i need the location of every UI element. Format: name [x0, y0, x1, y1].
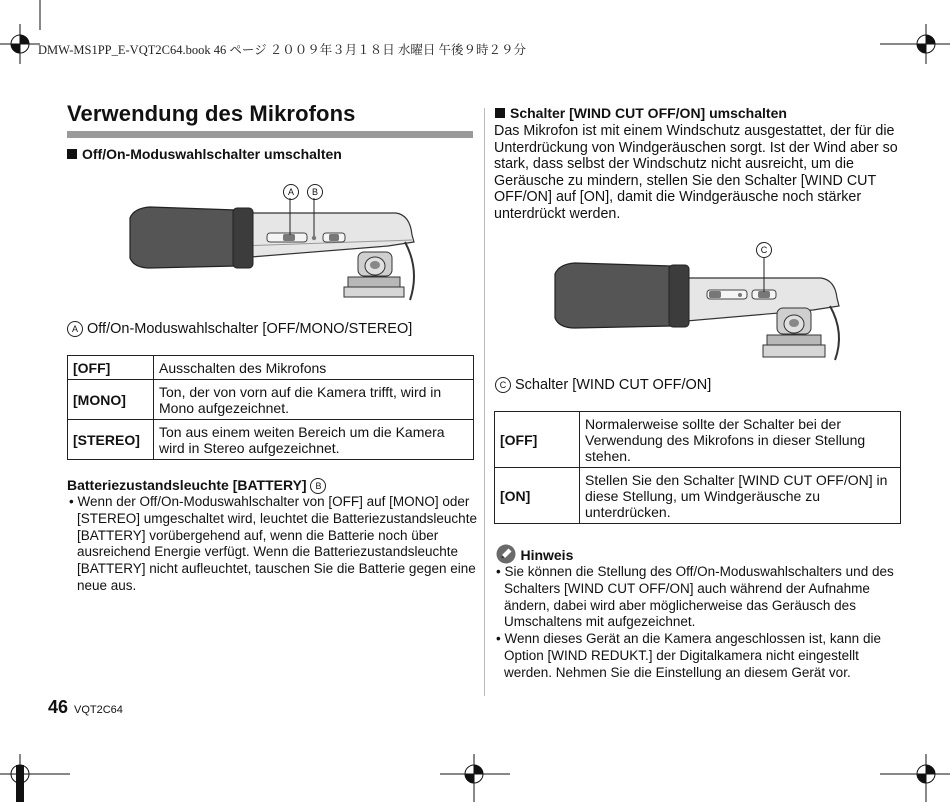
caption-mode-switch: A Off/On-Moduswahlschalter [OFF/MONO/STEREO] — [67, 321, 412, 337]
document-code: VQT2C64 — [74, 704, 123, 716]
table-row — [68, 356, 474, 380]
table-cell-key: [MONO] — [68, 380, 154, 420]
marker-b: B — [307, 183, 327, 201]
table-row — [68, 420, 474, 460]
note-list — [494, 564, 906, 682]
table-row — [495, 412, 901, 468]
battery-heading: Batteriezustandsleuchte [BATTERY] B — [67, 477, 330, 494]
microphone-illustration-wind-cut — [545, 238, 855, 363]
wind-cut-intro: Das Mikrofon ist mit einem Windschutz ausgestattet, der für die Unterdrückung von Windgeräuschen sorgt. Ist der Wind aber so stark, dass selbst der Windschutz nicht ausreicht, um die Geräusche zu mindern, stellen Sie den Schalter [WIND CUT OFF/ON] auf [ON], damit die Windgeräusche noch stärker unterdrückt werden. — [494, 123, 898, 222]
note-heading-block — [496, 544, 573, 565]
list-item: • Wenn dieses Gerät an die Kamera angeschlossen ist, kann die Option [WIND REDUKT.] der Digitalkamera nicht eingestellt werden. Nehmen Sie die Einstellung an diesem Gerät vor. — [496, 631, 881, 680]
table-cell-value: Stellen Sie den Schalter [WIND CUT OFF/ON] in diese Stellung, um Windgeräusche zu unterdrücken. — [580, 468, 901, 524]
table-cell-key: [ON] — [495, 468, 580, 524]
caption-wind-cut: C Schalter [WIND CUT OFF/ON] — [495, 377, 711, 393]
table-cell-key: [OFF] — [495, 412, 580, 468]
table-cell-key: [OFF] — [68, 356, 154, 380]
square-bullet-icon — [67, 149, 77, 159]
list-item: • Sie können die Stellung des Off/On-Moduswahlschalters und des Schalters [WIND CUT OFF/ON] auch während der Aufnahme ändern, dabei wird aber möglicherweise das Geräusch des Umschaltens mit aufgezeichnet. — [496, 564, 894, 630]
section-heading-wind-cut: Schalter [WIND CUT OFF/ON] umschalten — [495, 105, 787, 121]
table-cell-value: Normalerweise sollte der Schalter bei der Verwendung des Mikrofons in dieser Stellung stehen. — [580, 412, 901, 468]
table-row — [495, 468, 901, 524]
page-title: Verwendung des Mikrofons — [67, 101, 356, 126]
section-heading-mode-switch: Off/On-Moduswahlschalter umschalten — [67, 146, 342, 162]
table-cell-key: [STEREO] — [68, 420, 154, 460]
table-cell-value: Ton aus einem weiten Bereich um die Kamera wird in Stereo aufgezeichnet. — [154, 420, 474, 460]
table-cell-value: Ton, der von vorn auf die Kamera trifft, wird in Mono aufgezeichnet. — [154, 380, 474, 420]
mode-switch-table — [67, 355, 474, 460]
wind-cut-table — [494, 411, 901, 524]
battery-description — [67, 494, 479, 595]
marker-a: A — [283, 183, 303, 201]
list-item: • Wenn der Off/On-Moduswahlschalter von [OFF] auf [MONO] oder [STEREO] umgeschaltet wird, leuchtet die Batteriezustandsleuchte [BATTERY] vorübergehend auf, wenn die Batterie noch über ausreichend Energie verfügt. Wenn die Batteriezustandsleuchte [BATTERY] nicht aufleuchtet, tauschen Sie die Batterie gegen eine neue aus. — [69, 494, 477, 593]
table-row — [68, 380, 474, 420]
column-divider — [484, 108, 485, 696]
pencil-note-icon — [496, 544, 516, 564]
print-header: DMW-MS1PP_E-VQT2C64.book 46 ページ ２００９年３月１８日 水曜日 午後９時２９分 — [38, 43, 526, 57]
table-cell-value: Ausschalten des Mikrofons — [154, 356, 474, 380]
marker-c: C — [756, 241, 776, 259]
note-heading: Hinweis — [520, 547, 574, 563]
page-number: 46 — [48, 697, 69, 717]
microphone-illustration-mode-switch — [120, 180, 420, 305]
title-underline — [67, 131, 473, 138]
square-bullet-icon — [495, 108, 505, 118]
